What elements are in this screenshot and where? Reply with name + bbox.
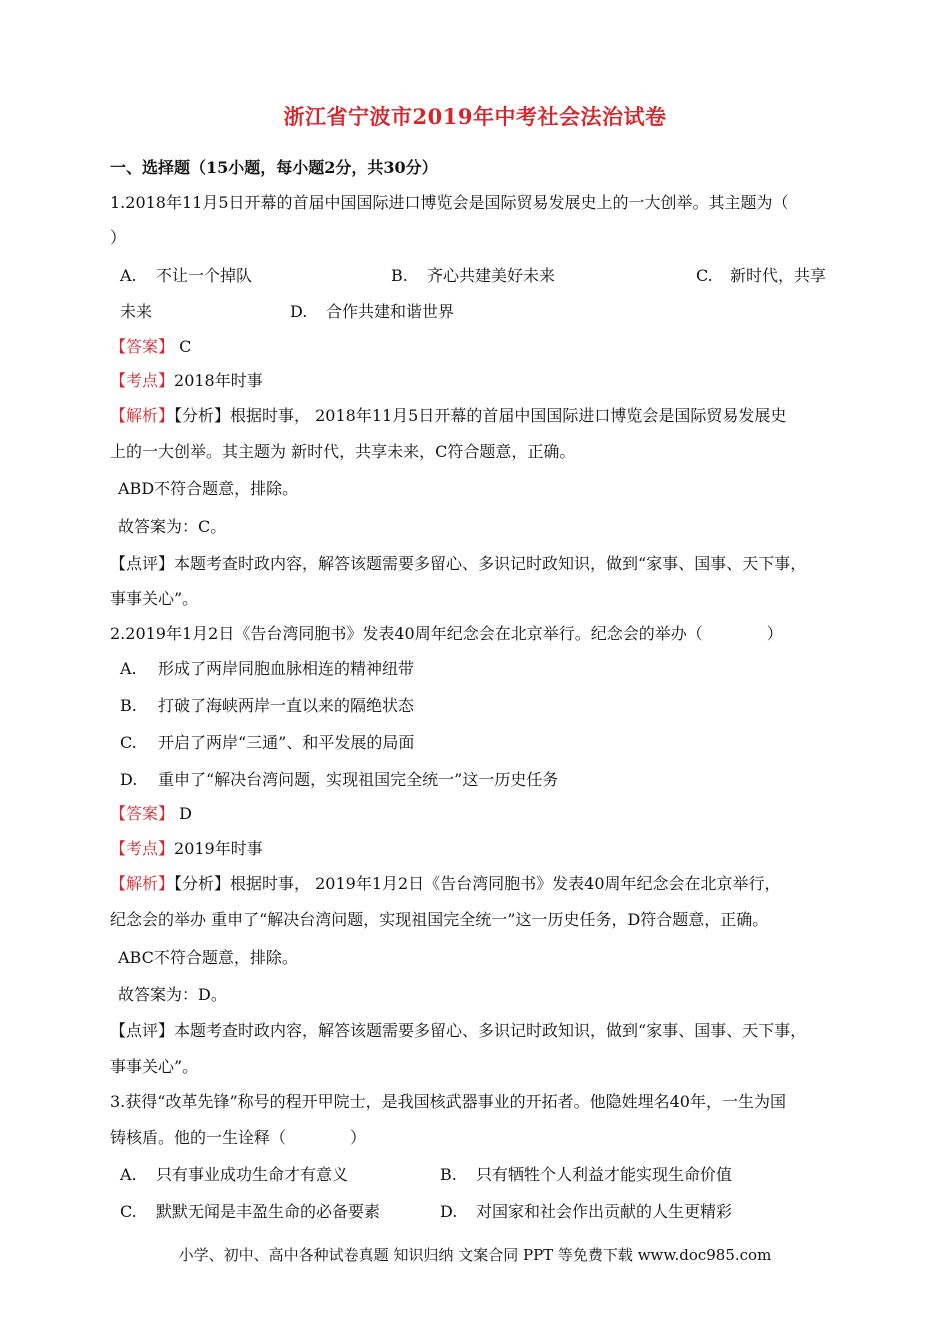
q1-analysis-line1 xyxy=(110,404,840,428)
q3-opt-c-text: 默默无闻是丰盈生命的必备要素 xyxy=(156,1202,381,1221)
q2-answer-value: D xyxy=(174,804,192,823)
q2-point xyxy=(110,837,840,861)
q2-opt-a xyxy=(120,657,840,681)
q1-analysis-line4: 故答案为：C。 xyxy=(118,517,227,536)
q1-opt-d-label: D. xyxy=(290,302,308,321)
q3-opt-b-text: 只有牺牲个人利益才能实现生命价值 xyxy=(476,1165,733,1184)
q3-opt-d-text: 对国家和社会作出贡献的人生更精彩 xyxy=(476,1202,733,1221)
q1-analysis-line3: ABD不符合题意，排除。 xyxy=(118,479,299,498)
q1-opt-b-label: B. xyxy=(391,266,408,285)
analysis-tag: 【解析】 xyxy=(110,874,175,893)
q2-comment-text1: 本题考查时政内容，解答该题需要多留心、多识记时政知识，做到“家事、国事、天下事， xyxy=(174,1021,807,1040)
q2-analysis-line3: ABC不符合题意，排除。 xyxy=(118,948,298,967)
q2-analysis-line2: 纪念会的举办 重申了“解决台湾问题，实现祖国完全统一”这一历史任务，D符合题意，正确。 xyxy=(110,910,769,929)
q2-comment-line2: 事事关心”。 xyxy=(110,1057,199,1076)
q1-answer xyxy=(110,335,840,359)
q1-opt-a-text: 不让一个掉队 xyxy=(156,266,253,285)
answer-tag: 【答案】 xyxy=(110,804,175,823)
point-tag: 【考点】 xyxy=(110,371,175,390)
q1-opt-d-text: 合作共建和谐世界 xyxy=(326,302,455,321)
q3-opt-a-text: 只有事业成功生命才有意义 xyxy=(156,1165,349,1184)
q2-comment-line1 xyxy=(110,1019,840,1043)
q3-stem-line2: 铸核盾。他的一生诠释（ ） xyxy=(110,1128,367,1147)
q2-opt-b-text: 打破了海峡两岸一直以来的隔绝状态 xyxy=(158,696,415,715)
q1-comment-line1 xyxy=(110,552,840,576)
q2-opt-b-label: B. xyxy=(120,696,137,715)
q3-opt-b-label: B. xyxy=(440,1165,457,1184)
q1-comment-text1: 本题考查时政内容，解答该题需要多留心、多识记时政知识，做到“家事、国事、天下事， xyxy=(174,554,807,573)
q2-analysis-line4: 故答案为：D。 xyxy=(118,985,227,1004)
analysis-tag: 【解析】 xyxy=(110,406,175,425)
q2-analysis-text1: 【分析】根据时事， 2019年1月2日《告台湾同胞书》发表40周年纪念会在北京举行， xyxy=(174,874,781,893)
q1-analysis-text1: 【分析】根据时事， 2018年11月5日开幕的首届中国国际进口博览会是国际贸易发展史 xyxy=(174,406,787,425)
comment-tag: 【点评】 xyxy=(110,1021,175,1040)
q3-opt-a-label: A. xyxy=(120,1165,137,1184)
section-heading: 一、选择题（15小题，每小题2分，共30分） xyxy=(110,158,438,177)
q1-opt-a-label: A. xyxy=(120,266,137,285)
q2-opt-d xyxy=(120,768,840,792)
q1-point xyxy=(110,369,840,393)
page-footer: 小学、初中、高中各种试卷真题 知识归纳 文案合同 PPT 等免费下载 www.doc985.com xyxy=(178,1246,772,1264)
page-title: 浙江省宁波市2019年中考社会法治试卷 xyxy=(283,104,667,129)
q2-opt-c-label: C. xyxy=(120,733,137,752)
q2-opt-c-text: 开启了两岸“三通”、和平发展的局面 xyxy=(158,733,415,752)
q2-opt-c xyxy=(120,731,840,755)
q2-opt-b xyxy=(120,694,840,718)
q1-opt-b-text: 齐心共建美好未来 xyxy=(427,266,556,285)
q2-stem: 2.2019年1月2日《告台湾同胞书》发表40周年纪念会在北京举行。纪念会的举办（ ） xyxy=(110,624,783,643)
q1-opt-c-text: 新时代，共享 xyxy=(730,266,827,285)
q2-analysis-line1 xyxy=(110,872,840,896)
q1-opt-c-text-cont: 未来 xyxy=(120,302,153,321)
q1-stem-line1: 1.2018年11月5日开幕的首届中国国际进口博览会是国际贸易发展史上的一大创举。其主题为（ xyxy=(110,193,789,212)
q3-opt-c-label: C. xyxy=(120,1202,137,1221)
q1-answer-value: C xyxy=(174,337,192,356)
q3-stem-line1: 3.获得“改革先锋”称号的程开甲院士，是我国核武器事业的开拓者。他隐姓埋名40年，一生为国 xyxy=(110,1092,786,1111)
comment-tag: 【点评】 xyxy=(110,554,175,573)
q2-opt-a-text: 形成了两岸同胞血脉相连的精神纽带 xyxy=(158,659,415,678)
q2-opt-a-label: A. xyxy=(120,659,137,678)
q3-opt-d-label: D. xyxy=(440,1202,458,1221)
q1-opt-c-label: C. xyxy=(696,266,713,285)
answer-tag: 【答案】 xyxy=(110,337,175,356)
q1-comment-line2: 事事关心”。 xyxy=(110,589,199,608)
q1-stem-line2: ） xyxy=(110,228,127,247)
q2-point-value: 2019年时事 xyxy=(174,839,263,858)
q2-answer xyxy=(110,802,840,826)
q1-analysis-line2: 上的一大创举。其主题为 新时代，共享未来，C符合题意，正确。 xyxy=(110,442,576,461)
q2-opt-d-text: 重申了“解决台湾问题，实现祖国完全统一”这一历史任务 xyxy=(158,770,559,789)
q1-point-value: 2018年时事 xyxy=(174,371,263,390)
point-tag: 【考点】 xyxy=(110,839,175,858)
q2-opt-d-label: D. xyxy=(120,770,138,789)
